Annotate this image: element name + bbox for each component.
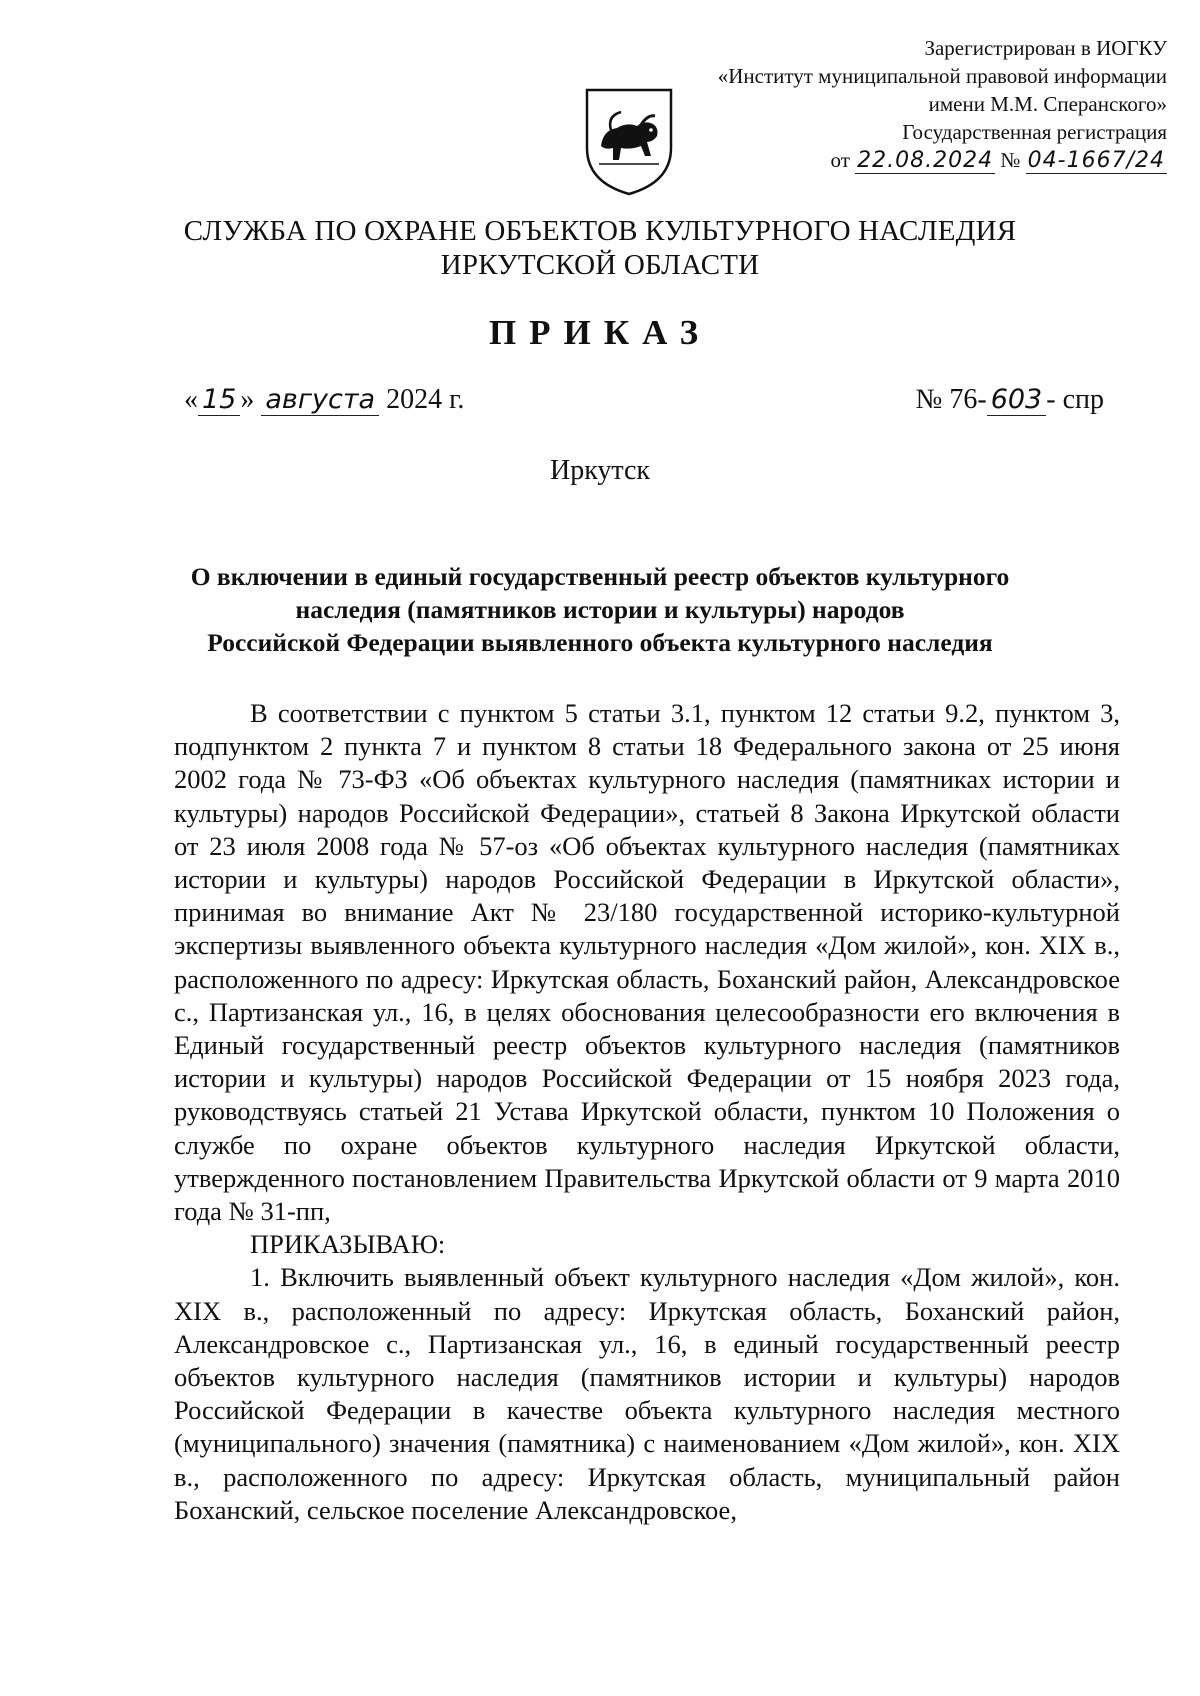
document-body [174, 697, 1120, 1527]
date-day: 15 [198, 384, 240, 416]
registration-number-line [647, 146, 1167, 175]
preamble-paragraph: В соответствии с пунктом 5 статьи 3.1, пунктом 12 статьи 9.2, пунктом 3, подпунктом 2 пункта 7 и пунктом 8 статьи 18 Федерального закона от 25 июня 2002 года № 73-ФЗ «Об объектах культурного наследия (памятниках истории и культуры) народов Российской Федерации», статьей 8 Закона Иркутской области от 23 июля 2008 года № 57-оз «Об объектах культурного наследия (памятниках истории и культуры) народов Российской Федерации в Иркутской области», принимая во внимание Акт № 23/180 государственной историко-культурной экспертизы выявленного объекта культурного наследия «Дом жилой», кон. XIX в., расположенного по адресу: Иркутская область, Боханский район, Александровское с., Партизанская ул., 16, в целях обоснования целесообразности его включения в Единый государственный реестр объектов культурного наследия (памятников истории и культуры) народов Российской Федерации от 15 ноября 2023 года, руководствуясь статьей 21 Устава Иркутской области, пунктом 10 Положения о службе по охране объектов культурного наследия Иркутской области, утвержденного постановлением Правительства Иркутской области от 9 марта 2010 года № 31-пп, [174, 698, 1120, 1227]
registration-stamp [647, 34, 1167, 175]
registration-number: 04-1667/24 [1027, 148, 1165, 173]
document-type: ПРИКАЗ [488, 313, 712, 352]
order-word: ПРИКАЗЫВАЮ: [250, 1229, 446, 1260]
order-date [184, 384, 464, 416]
registration-from-prefix: от [830, 148, 850, 172]
order-item-1: 1. Включить выявленный объект культурного наследия «Дом жилой», кон. XIX в., расположенный по адресу: Иркутская область, Боханский район, Александровское с., Партизанская ул., 16, в единый государственный реестр объектов культурного наследия (памятников истории и культуры) народов Российской Федерации в качестве объекта культурного наследия местного (муниципального) значения (памятника) с наименованием «Дом жилой», кон. XIX в., расположенного по адресу: Иркутская область, муниципальный район Боханский, сельское поселение Александровское, [174, 1262, 1120, 1525]
title-line-3: Российской Федерации выявленного объекта культурного наследия [207, 628, 993, 657]
registration-date: 22.08.2024 [857, 148, 994, 173]
agency-line-2: ИРКУТСКОЙ ОБЛАСТИ [440, 249, 760, 281]
city: Иркутск [549, 455, 651, 486]
registration-line-1: Зарегистрирован в ИОГКУ [924, 36, 1167, 60]
agency-name [0, 214, 1200, 282]
number-handwritten: 603 [987, 384, 1047, 416]
title-line-2: наследия (памятников истории и культуры) народов [295, 595, 905, 624]
date-month: августа [261, 384, 379, 416]
agency-line-1: СЛУЖБА ПО ОХРАНЕ ОБЪЕКТОВ КУЛЬТУРНОГО НАСЛЕДИЯ [183, 215, 1017, 247]
date-open-quote: « [184, 384, 198, 415]
date-close-quote: » [240, 384, 255, 415]
number-prefix: № 76- [915, 384, 987, 415]
date-year: 2024 г. [386, 384, 465, 415]
document-title [150, 560, 1050, 659]
irkutsk-coat-of-arms-icon [581, 86, 677, 198]
registration-line-2: «Институт муниципальной правовой информации [717, 64, 1167, 88]
registration-line-3: имени М.М. Сперанского» [928, 92, 1167, 116]
registration-number-prefix: № [1000, 148, 1021, 172]
title-line-1: О включении в единый государственный реестр объектов культурного [190, 562, 1010, 591]
order-number [916, 384, 1104, 416]
registration-line-4: Государственная регистрация [902, 120, 1167, 144]
number-suffix: - спр [1046, 384, 1104, 415]
